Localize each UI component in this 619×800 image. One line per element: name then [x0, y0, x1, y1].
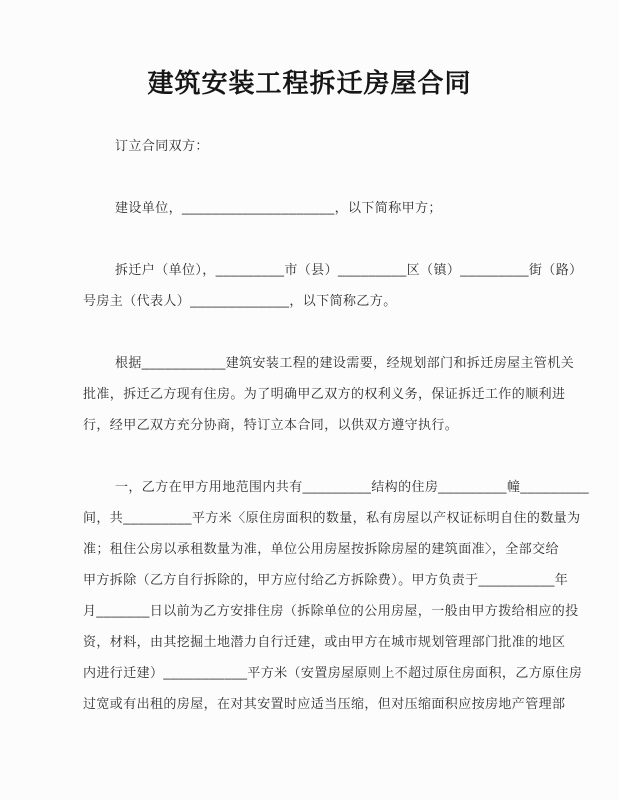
document-body — [0, 130, 619, 719]
party-b-line-1: 拆迁户（单位），_________市（县）_________区（镇）_________街（路） — [115, 262, 583, 277]
clause1-line-6: 资，材料，由其挖掘土地潜力自行迁建，或由甲方在城市规划管理部门批准的地区 — [83, 634, 566, 649]
clause1-line-1: 一，乙方在甲方用地范围内共有_________结构的住房_________幢_________ — [115, 479, 590, 494]
document-title: 建筑安装工程拆迁房屋合同 — [147, 68, 472, 98]
intro-line: 订立合同双方： — [115, 138, 209, 153]
clause1-line-4: 甲方拆除（乙方自行拆除的，甲方应付给乙方拆除费）。甲方负责于__________年 — [83, 572, 569, 587]
clause1-line-5: 月_______日以前为乙方安排住房（拆除单位的公用房屋，一般由甲方拨给相应的投 — [83, 603, 579, 618]
preamble-line-1: 根据___________建筑安装工程的建设需要，经规划部门和拆迁房屋主管机关 — [115, 355, 575, 370]
clause1-line-2: 间，共_________平方米〈原住房面积的数量，私有房屋以产权证标明自住的数量为 — [83, 510, 581, 525]
party-a-line: 建设单位，____________________，以下简称甲方； — [115, 200, 442, 215]
preamble-line-2: 批准，拆迁乙方现有住房。为了明确甲乙双方的权利义务，保证拆迁工作的顺利进 — [83, 386, 566, 401]
party-b-line-2: 号房主（代表人）_____________，以下简称乙方。 — [83, 293, 397, 308]
preamble-line-3: 行，经甲乙双方充分协商，特订立本合同，以供双方遵守执行。 — [83, 417, 459, 432]
clause1-line-3: 准；租住公房以承租数量为准，单位公用房屋按拆除房屋的建筑面准〉，全部交给 — [83, 541, 559, 556]
clause1-line-7: 内进行迁建）___________平方米（安置房屋原则上不超过原住房面积，乙方原住房 — [83, 665, 583, 680]
clause1-line-8: 过宽或有出租的房屋，在对其安置时应适当压缩，但对压缩面积应按房地产管理部 — [83, 696, 566, 711]
